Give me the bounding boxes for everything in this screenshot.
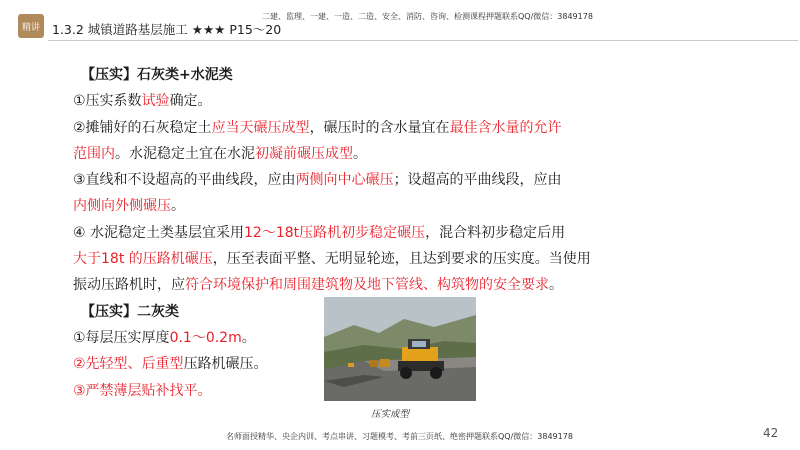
highlight: 0.1～0.2m [169,329,242,346]
highlight: 12～18t压路机初步稳定碾压 [244,224,426,241]
text: ④ 水泥稳定土类基层宜采用 [73,224,245,241]
item-q3: ③严禁薄层贴补找平。 [73,382,212,399]
text: ①压实系数 [73,93,142,110]
header-divider [48,40,798,41]
text: ①每层压实厚度 [73,329,170,346]
highlight: 两侧向中心碾压 [295,172,394,189]
text: ③直线和不设超高的平曲线段，应由 [73,172,296,189]
footer-contact-note: 名师面授精华、央企内训、考点串讲、习题模考、考前三页纸、绝密押题联系QQ/微信：3849178 [226,432,573,441]
logo-text: 精讲 [21,22,40,33]
text: 振动压路机时，应 [73,277,185,294]
highlight: 大于18t 的压路机碾压 [73,251,213,268]
text: 确定。 [169,93,212,110]
item-1 [73,88,633,114]
highlight: 内侧向外侧碾压 [73,198,171,215]
highlight: ②先轻型、后重型 [73,356,184,373]
highlight: 最佳含水量的允许 [449,119,562,136]
item-3-line-2 [73,193,633,219]
text: 压路机碾压。 [183,356,268,373]
item-2-line-1 [73,115,633,141]
road-roller-illustration [324,297,476,401]
text: ，碾压时的含水量宜在 [309,119,450,136]
logo [18,14,44,38]
text: ，压至表面平整、无明显轮迹，且达到要求的压实度。当使用 [212,251,591,268]
text: ；设超高的平曲线段，应由 [393,172,562,189]
text: ，混合料初步稳定后用 [425,224,566,241]
highlight: 应当天碾压成型 [211,119,310,136]
highlight: 初凝前碾压成型 [255,145,353,162]
heading-two-ash: 【压实】二灰类 [81,303,179,320]
highlight: 符合环境保护和周围建筑物及地下管线、构筑物的安全要求 [185,277,549,294]
item-4-line-3 [73,272,633,298]
text: 。水泥稳定土宜在水泥 [115,145,255,162]
item-2-line-2 [73,141,633,167]
highlight: 范围内 [73,145,115,162]
text: 。 [353,145,367,162]
item-4-line-1 [73,220,633,246]
heading-lime-cement: 【压实】石灰类+水泥类 [81,67,233,83]
photo-caption: 压实成型 [371,409,410,420]
highlight: 试验 [141,93,170,110]
item-3-line-1 [73,167,633,193]
text: 。 [549,277,563,294]
header-contact-note: 二建、监理、一建、一造、二造、安全、消防、咨询、检测课程押题联系QQ/微信：3849178 [262,12,593,21]
text: 。 [241,329,256,346]
text: ②摊铺好的石灰稳定土 [73,119,212,136]
page-number: 42 [763,426,779,440]
text: 。 [171,198,185,215]
road-roller-photo [324,297,476,401]
page-title: 1.3.2 城镇道路基层施工 ★★★ P15～20 [52,22,282,37]
item-4-line-2 [73,246,633,272]
